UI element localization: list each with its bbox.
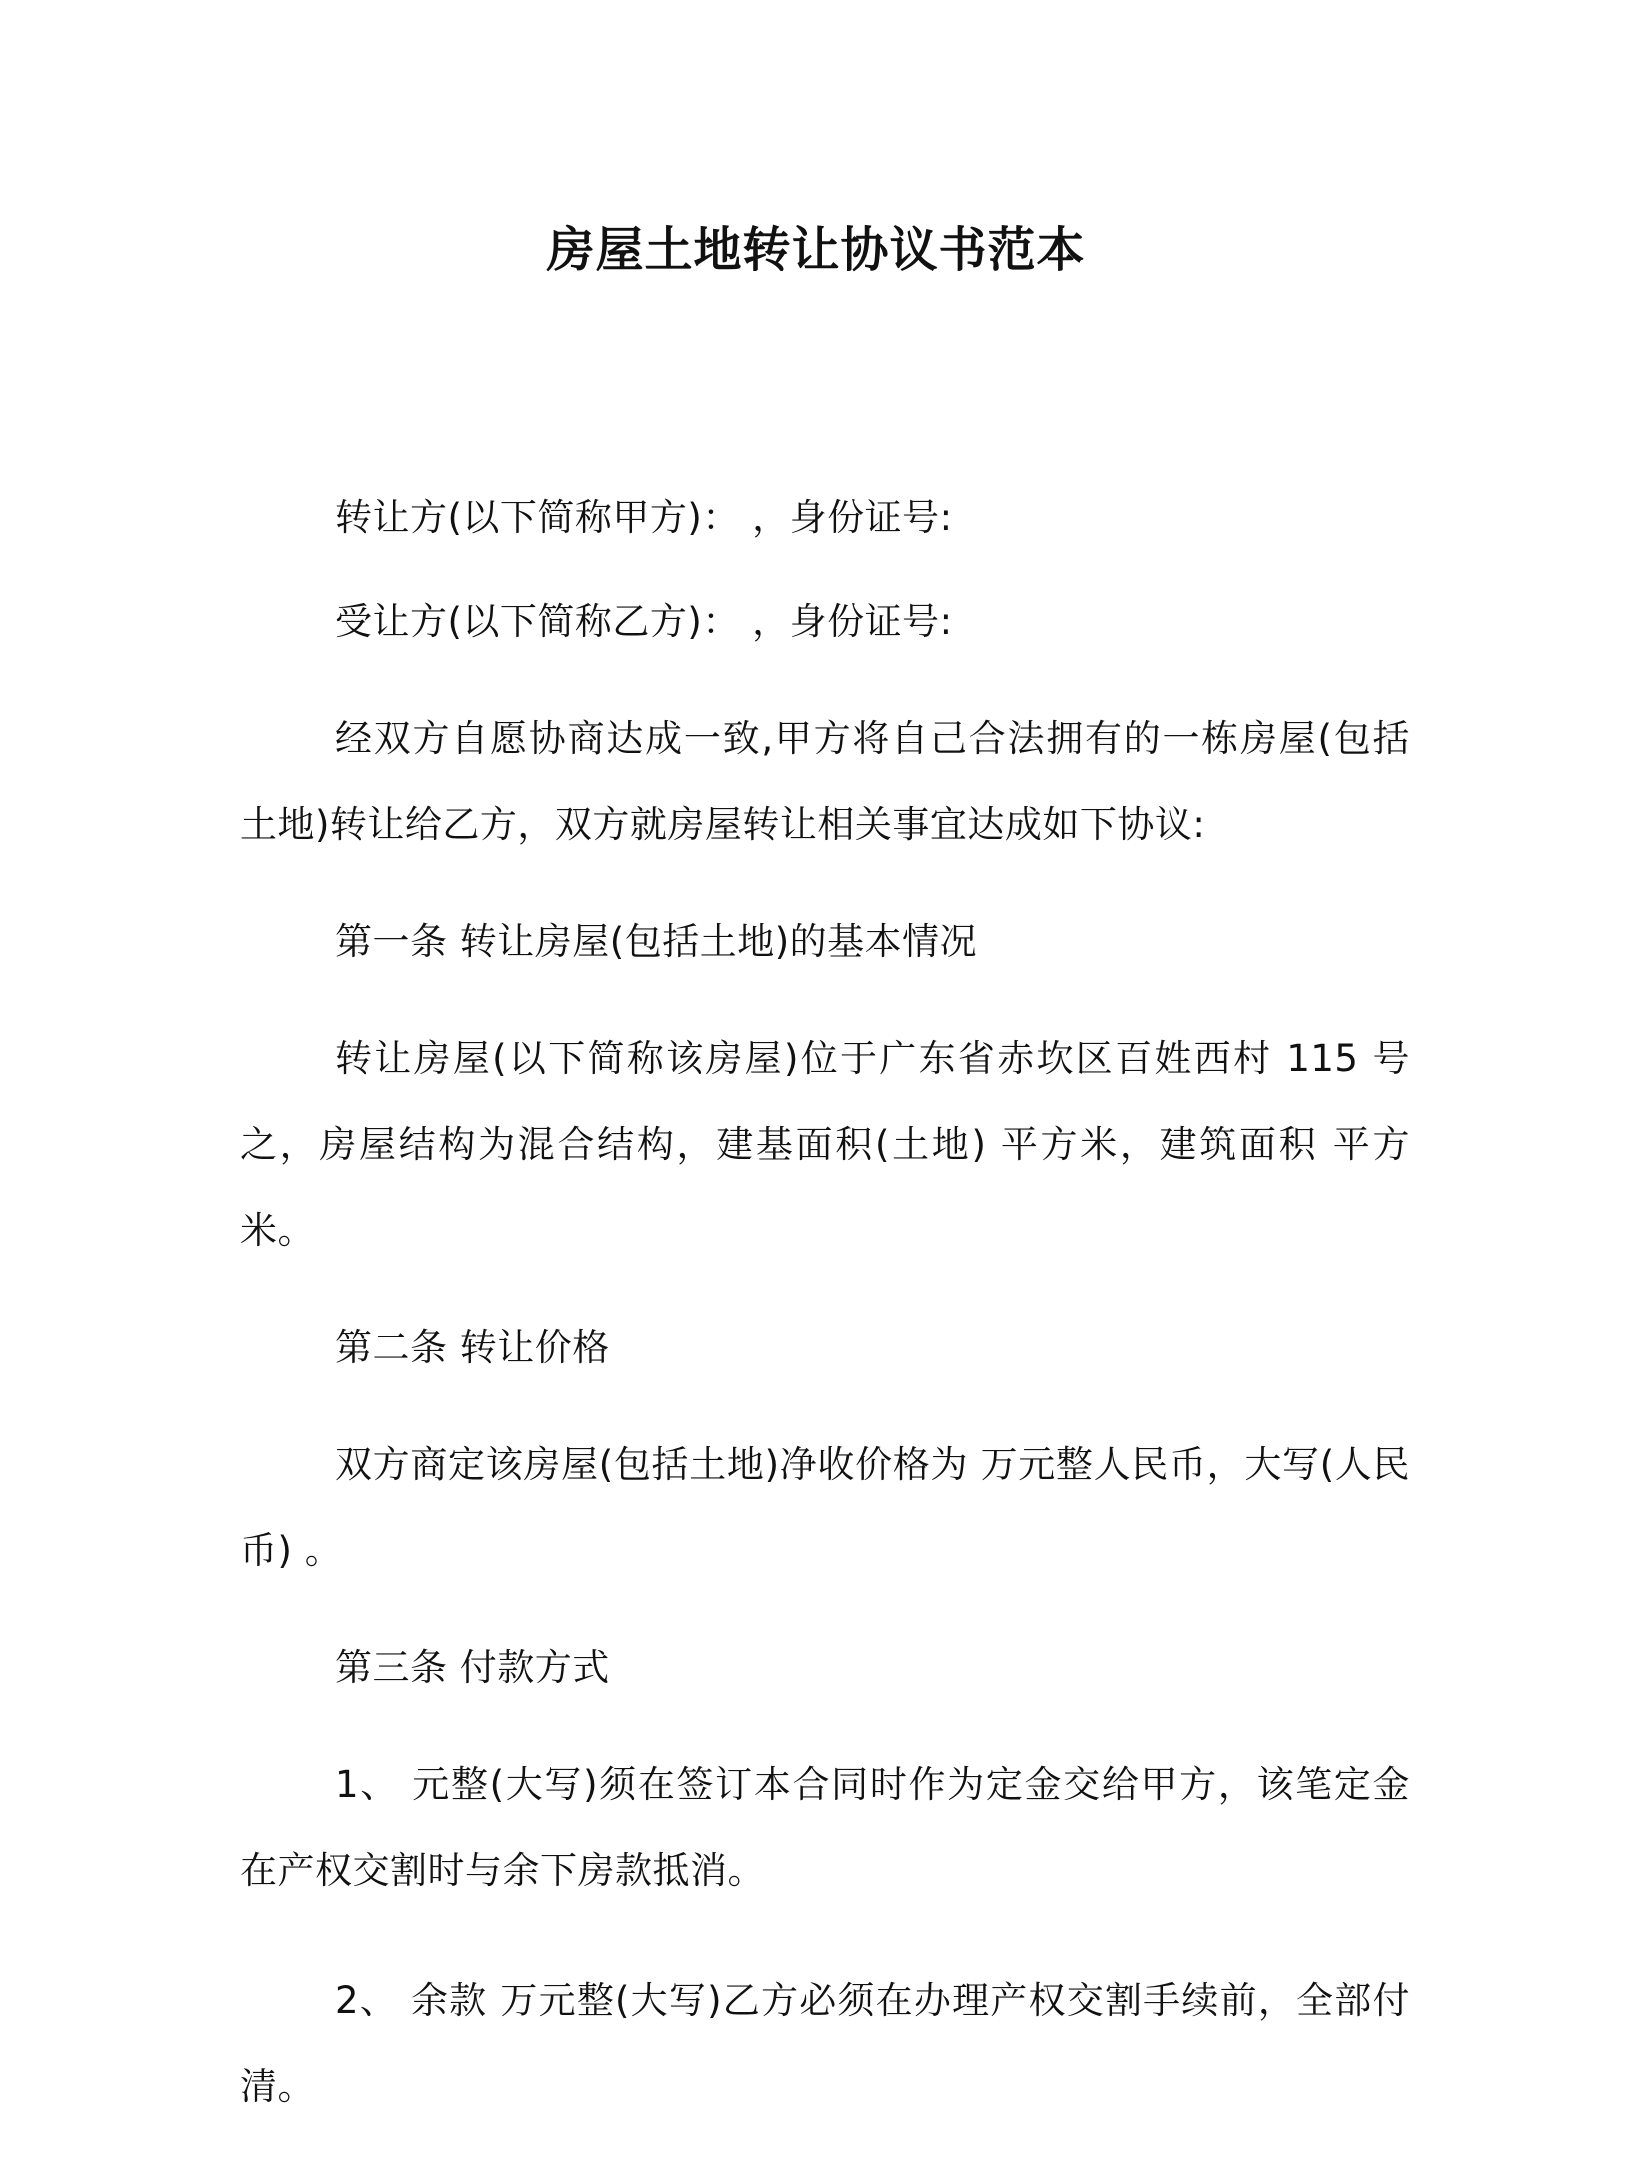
paragraph-agreement-intro: 经双方自愿协商达成一致,甲方将自己合法拥有的一栋房屋(包括土地)转让给乙方，双方就房屋转让相关事宜达成如下协议: <box>240 717 1410 846</box>
paragraph-payment-1: 1、 元整(大写)须在签订本合同时作为定金交给甲方，该笔定金在产权交割时与余下房款抵消。 <box>240 1763 1410 1892</box>
paragraph-price: 双方商定该房屋(包括土地)净收价格为 万元整人民币，大写(人民币) 。 <box>240 1443 1410 1572</box>
heading-article-3: 第三条 付款方式 <box>335 1646 610 1689</box>
paragraph-house-details: 转让房屋(以下简称该房屋)位于广东省赤坎区百姓西村 115 号之，房屋结构为混合结构，建基面积(土地) 平方米，建筑面积 平方米。 <box>240 1037 1410 1252</box>
paragraph-transferee: 受让方(以下简称乙方)： ，身份证号: <box>335 600 953 643</box>
heading-article-2: 第二条 转让价格 <box>335 1326 610 1369</box>
document-title: 房屋土地转让协议书范本 <box>546 222 1086 278</box>
document-body <box>240 488 1410 2174</box>
heading-article-1: 第一条 转让房屋(包括土地)的基本情况 <box>335 920 978 963</box>
paragraph-payment-2: 2、 余款 万元整(大写)乙方必须在办理产权交割手续前，全部付清。 <box>240 1979 1410 2108</box>
paragraph-transferor: 转让方(以下简称甲方)： ，身份证号: <box>335 496 953 539</box>
